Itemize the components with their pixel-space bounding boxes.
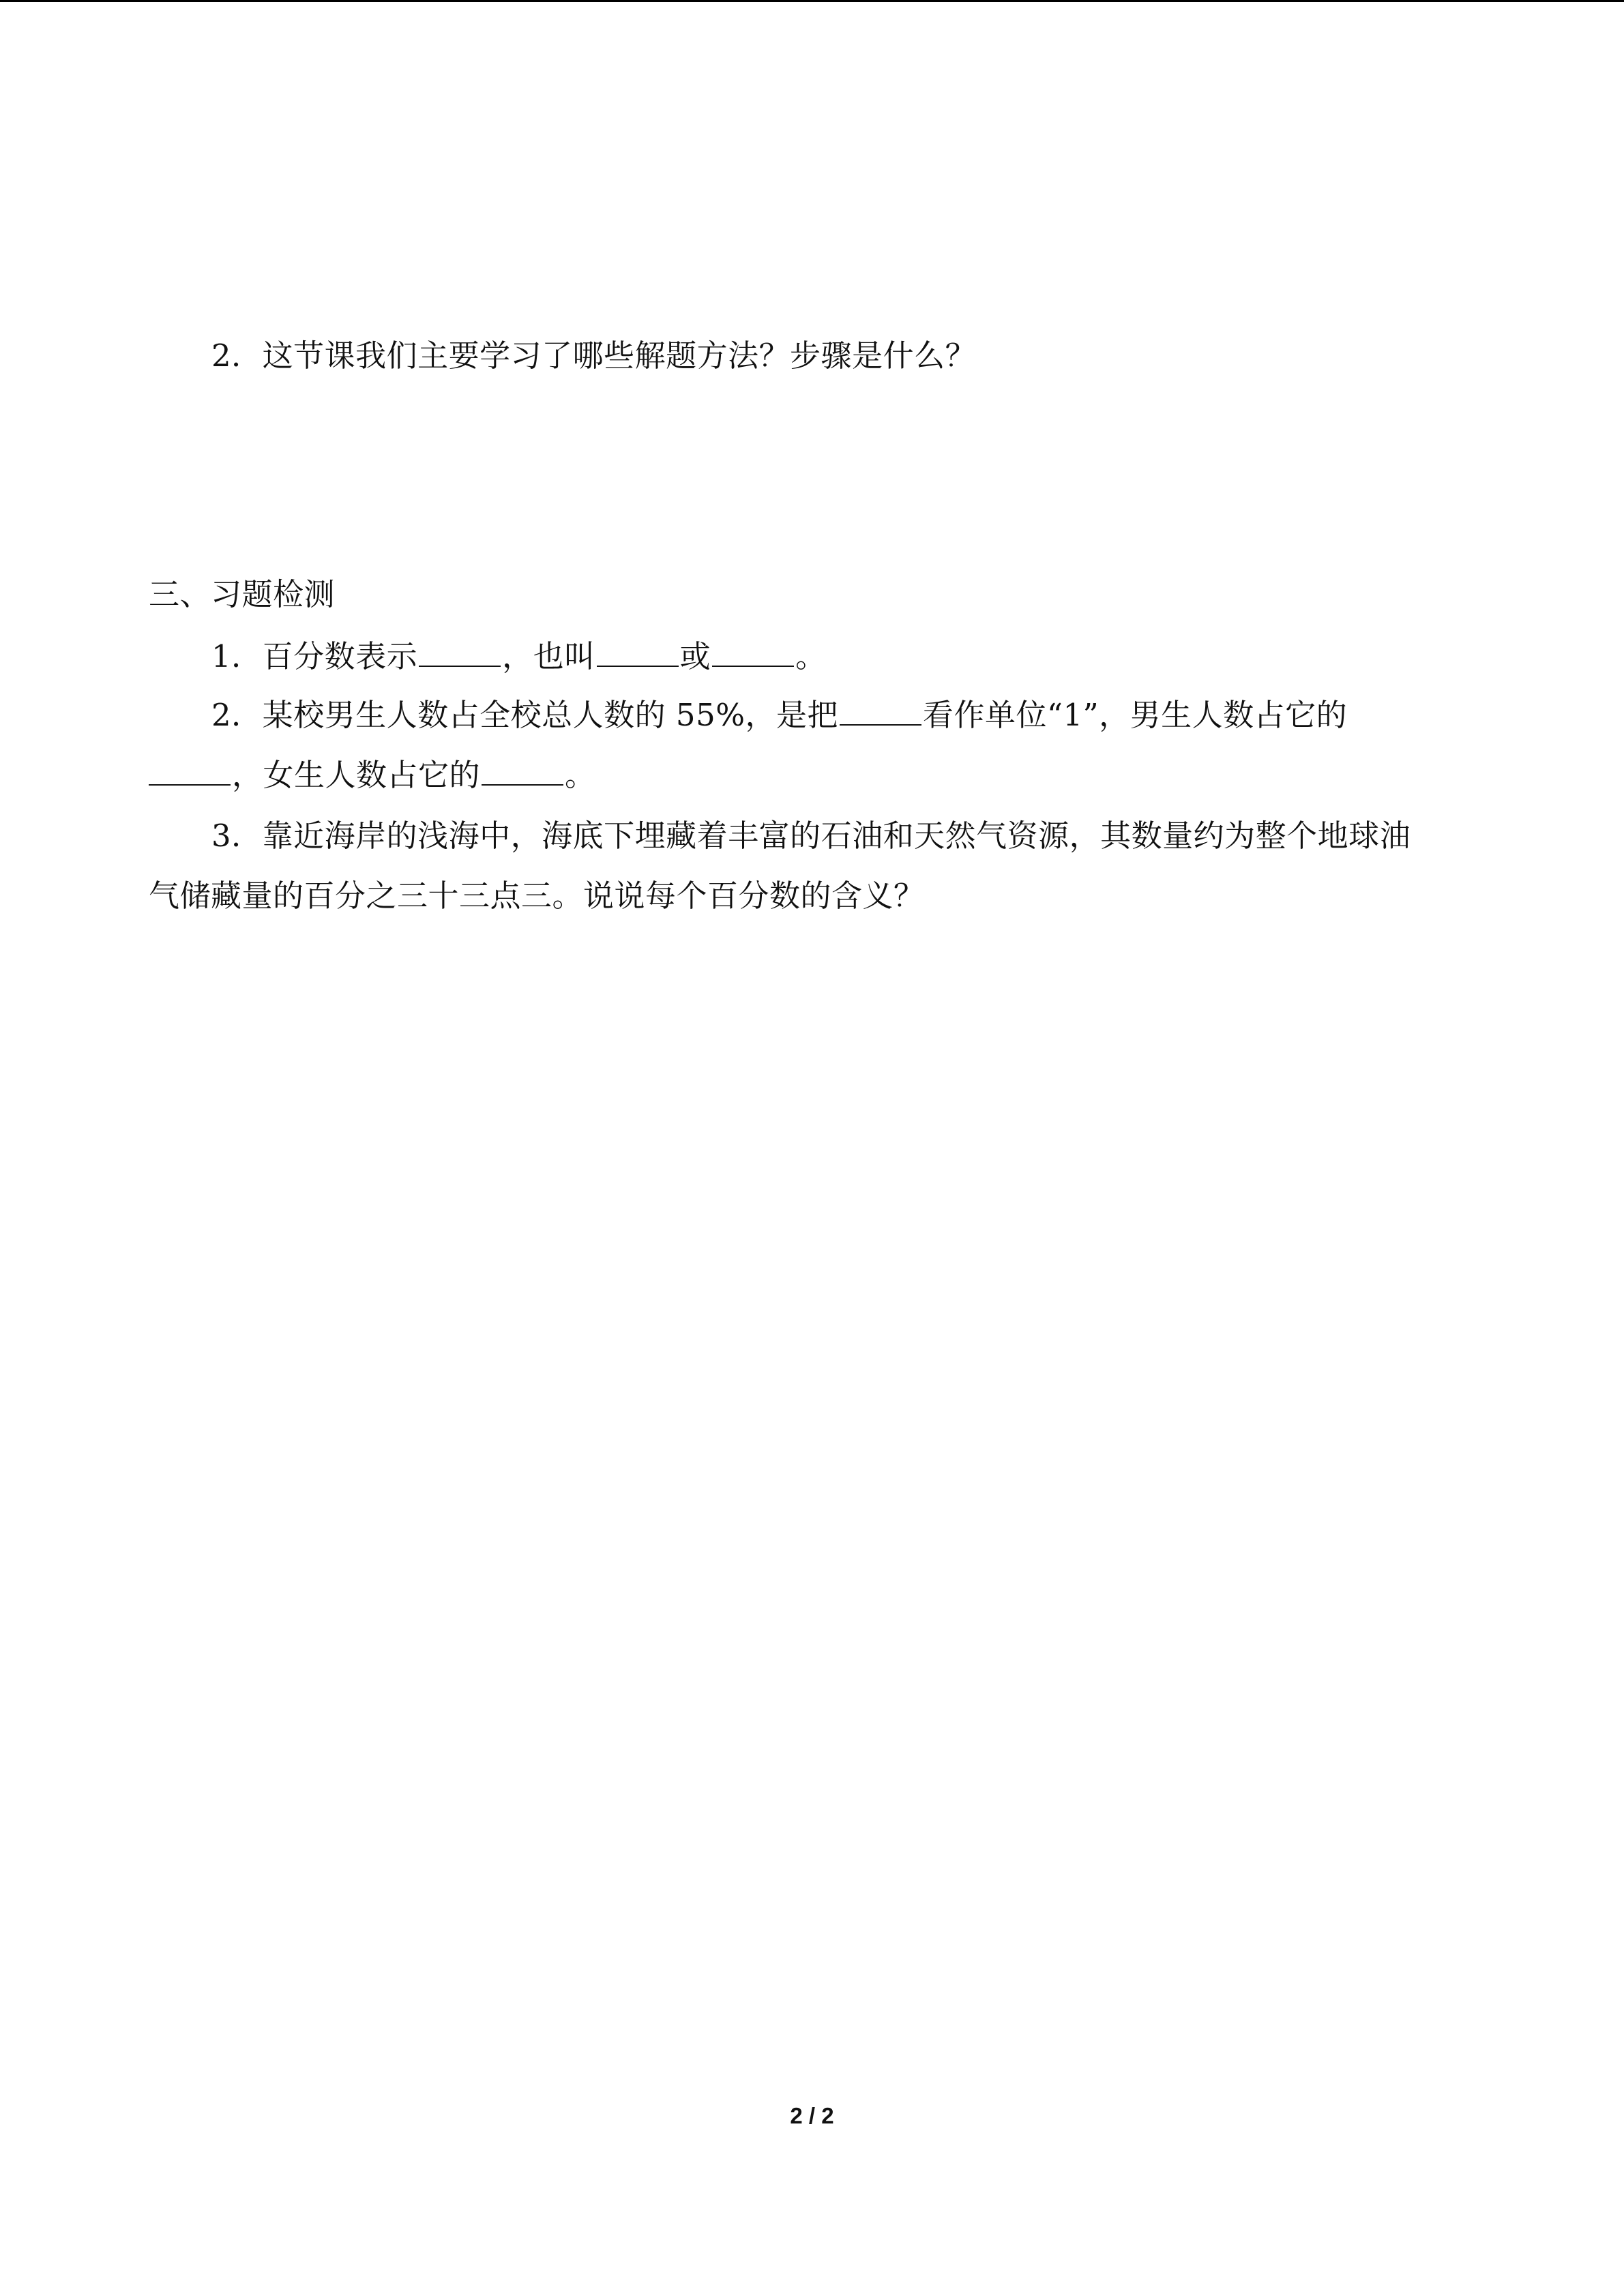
review-question-2-text: 2．这节课我们主要学习了哪些解题方法？步骤是什么？ (211, 338, 977, 374)
exercise-question-3-line-1 (211, 816, 1411, 856)
section-heading-text: 三、习题检测 (149, 576, 336, 612)
exercise-question-1 (211, 636, 827, 677)
top-border-rule (0, 0, 1624, 2)
q3-text-line-2: 气储藏量的百分之三十三点三。说说每个百分数的含义？ (149, 878, 925, 914)
q1-text-a: 1．百分数表示 (211, 638, 418, 674)
q2-text-a: 2．某校男生人数占全校总人数的 55%，是把 (211, 697, 838, 733)
page-number-text: 2 / 2 (790, 2103, 834, 2128)
q2-text-b: 看作单位“1”，男生人数占它的 (922, 697, 1348, 733)
q2-text-c: ，女生人数占它的 (232, 757, 481, 793)
exercise-question-2-line-1 (211, 694, 1347, 736)
review-question-2 (211, 336, 976, 376)
answer-blank (712, 636, 794, 667)
answer-blank (840, 694, 921, 726)
exercise-question-2-line-2 (149, 754, 596, 796)
q1-text-d: 。 (795, 638, 827, 674)
q2-text-d: 。 (565, 757, 596, 793)
page-number (0, 2102, 1624, 2130)
answer-blank (597, 636, 679, 667)
answer-blank (419, 636, 501, 667)
exercise-question-3-line-2 (149, 876, 925, 916)
q1-text-b: ，也叫 (502, 638, 595, 674)
q3-text-line-1: 3．靠近海岸的浅海中，海底下埋藏着丰富的石油和天然气资源，其数量约为整个地球油 (211, 818, 1411, 854)
q1-text-c: 或 (679, 638, 711, 674)
answer-blank (149, 754, 231, 786)
answer-blank (482, 754, 563, 786)
section-heading (149, 574, 335, 615)
